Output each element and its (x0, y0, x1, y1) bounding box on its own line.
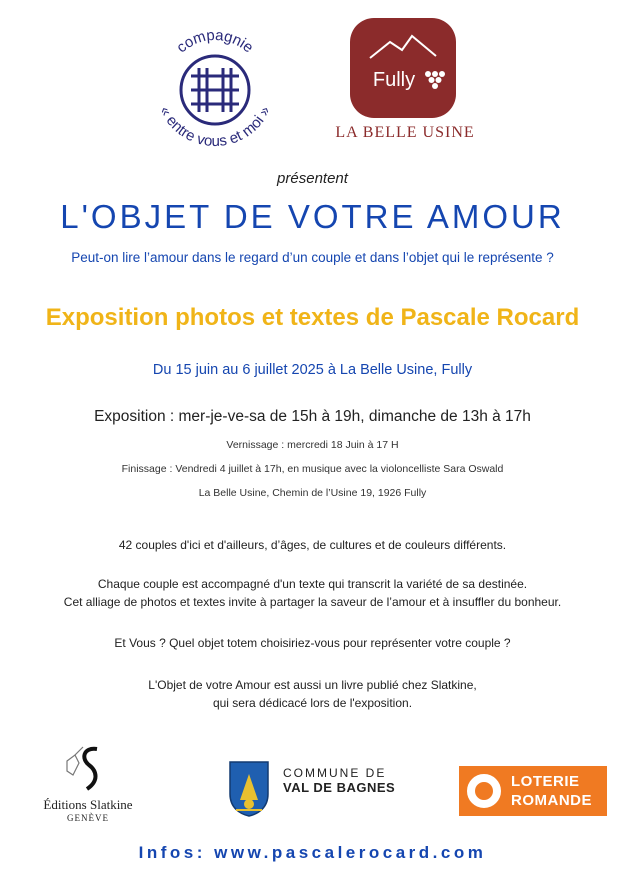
compagnie-monogram (191, 68, 239, 112)
loterie-line-2: ROMANDE (511, 792, 592, 809)
bagnes-line-1: COMMUNE DE (283, 766, 387, 780)
compagnie-arc-bottom-label: « entre vous et moi » (156, 103, 274, 151)
exhibition-dates: Du 15 juin au 6 juillet 2025 à La Belle Usine, Fully (152, 362, 473, 378)
description-line: L'Objet de votre Amour est aussi un livre publié chez Slatkine, (148, 678, 477, 692)
description-paragraph-3 (0, 634, 625, 652)
svg-text:« entre vous et moi » (156, 104, 274, 150)
description-paragraph-4 (0, 676, 625, 712)
bagnes-line-2: VAL DE BAGNES (283, 780, 396, 795)
presentent-text: présentent (277, 170, 348, 187)
svg-text:compagnie (173, 27, 256, 57)
slatkine-city: GENÈVE (67, 813, 109, 823)
compagnie-arc-label: compagnie (173, 26, 257, 57)
page-title: L'OBJET DE VOTRE AMOUR (60, 198, 565, 235)
description-line: Cet alliage de photos et textes invite à partager la saveur de l’amour et à insuffler du bonheur. (63, 595, 562, 609)
description-line: Et Vous ? Quel objet totem choisiriez-vous pour représenter votre couple ? (114, 636, 511, 650)
slatkine-name: Éditions Slatkine (43, 797, 133, 812)
compagnie-entre-vous-et-moi-logo (145, 22, 285, 154)
fully-logo-text: Fully (372, 69, 416, 91)
finissage-info: Finissage : Vendredi 4 juillet à 17h, en musique avec la violoncelliste Sara Oswald (121, 463, 504, 475)
infos-website: Infos: www.pascalerocard.com (138, 843, 487, 862)
description-line: Chaque couple est accompagné d'un texte qui transcrit la variété de sa destinée. (97, 577, 528, 591)
editions-slatkine-logo (28, 745, 148, 823)
val-de-bagnes-label (283, 766, 423, 795)
exhibition-title: Exposition photos et textes de Pascale Rocard (45, 304, 580, 331)
fully-logo (350, 18, 456, 118)
slatkine-s-unicorn-icon (53, 745, 123, 795)
description-paragraph-2 (0, 575, 625, 611)
description-paragraph-1 (0, 536, 625, 554)
description-line: qui sera dédicacé lors de l'exposition. (212, 696, 413, 710)
subtitle-question: Peut-on lire l’amour dans le regard d’un couple et dans l’objet qui le représente ? (71, 250, 554, 265)
loterie-line-1: LOTERIE (511, 773, 580, 790)
description-line: 42 couples d'ici et d'ailleurs, d’âges, de cultures et de couleurs différents. (118, 538, 507, 552)
val-de-bagnes-coat-of-arms-icon (228, 760, 270, 818)
vernissage-info: Vernissage : mercredi 18 Juin à 17 H (226, 439, 399, 451)
exhibition-hours: Exposition : mer-je-ve-sa de 15h à 19h, dimanche de 13h à 17h (94, 408, 531, 425)
venue-address: La Belle Usine, Chemin de l’Usine 19, 1926 Fully (198, 487, 427, 499)
la-belle-usine-label: LA BELLE USINE (335, 124, 475, 141)
loterie-ring-icon (467, 774, 501, 808)
loterie-romande-logo (459, 766, 607, 816)
